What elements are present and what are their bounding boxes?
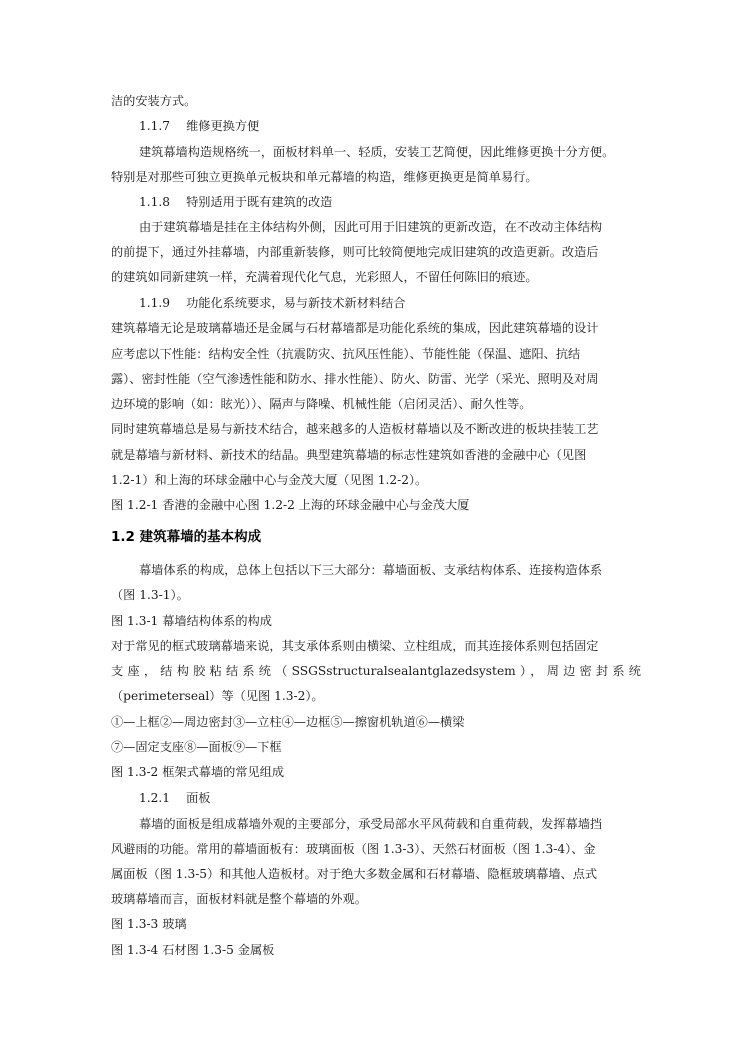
section-heading-1-1-9: 1.1.9 功能化系统要求，易与新技术新材料结合 xyxy=(139,296,406,310)
body-line: 就是幕墙与新材料、新技术的结晶。典型建筑幕墙的标志性建筑如香港的金融中心（见图 xyxy=(111,448,587,462)
body-line: 风避雨的功能。常用的幕墙面板有：玻璃面板（图 1.3-3）、天然石材面板（图 1.3-4）、金 xyxy=(111,842,596,856)
body-line: 特别是对那些可独立更换单元板块和单元幕墙的构造，维修更换更是简单易行。 xyxy=(111,170,538,184)
body-line: 幕墙的面板是组成幕墙外观的主要部分，承受局部水平风荷载和自重荷载，发挥幕墙挡 xyxy=(139,817,603,831)
body-line: 同时建筑幕墙总是易与新技术结合，越来越多的人造板材幕墙以及不断改进的板块挂装工艺 xyxy=(111,422,599,436)
section-heading-1-1-7: 1.1.7 维修更换方便 xyxy=(139,119,260,133)
body-line: 洁的安装方式。 xyxy=(111,94,197,108)
body-line: 由于建筑幕墙是挂在主体结构外侧，因此可用于旧建筑的更新改造，在不改动主体结构 xyxy=(139,220,603,234)
body-line: 边环境的影响（如：眩光））、隔声与降噪、机械性能（启闭灵活）、耐久性等。 xyxy=(111,397,532,411)
body-line: 幕墙体系的构成，总体上包括以下三大部分：幕墙面板、支承结构体系、连接构造体系 xyxy=(139,563,603,577)
body-line: 应考虑以下性能：结构安全性（抗震防灾、抗风压性能）、节能性能（保温、遮阳、抗结 xyxy=(111,347,581,361)
legend-line: ①—上框②—周边密封③—立柱④—边框⑤—擦窗机轨道⑥—横梁 xyxy=(111,715,465,729)
section-heading-1-2: 1.2 建筑幕墙的基本构成 xyxy=(111,529,262,545)
section-heading-1-2-1: 1.2.1 面板 xyxy=(139,791,211,805)
legend-line: ⑦—固定支座⑧—面板⑨—下框 xyxy=(111,740,282,754)
body-line: 对于常见的框式玻璃幕墙来说，其支承体系则由横梁、立柱组成，而其连接体系则包括固定 xyxy=(111,639,599,653)
figure-caption: 图 1.2-1 香港的金融中心图 1.2-2 上海的环球金融中心与金茂大厦 xyxy=(111,498,470,512)
body-line: 建筑幕墙构造规格统一，面板材料单一、轻质，安装工艺简便，因此维修更换十分方便。 xyxy=(139,145,615,159)
figure-caption: 图 1.3-3 玻璃 xyxy=(111,917,187,931)
body-line: 的建筑如同新建筑一样，充满着现代化气息，光彩照人，不留任何陈旧的痕迹。 xyxy=(111,270,538,284)
body-line: 建筑幕墙无论是玻璃幕墙还是金属与石材幕墙都是功能化系统的集成，因此建筑幕墙的设计 xyxy=(111,321,599,335)
body-line: 1.2-1）和上海的环球金融中心与金茂大厦（见图 1.2-2）。 xyxy=(111,473,428,487)
body-line: 露）、密封性能（空气渗透性能和防水、排水性能）、防火、防雷、光学（采光、照明及对周 xyxy=(111,372,599,386)
body-line: （图 1.3-1）。 xyxy=(111,588,189,602)
figure-caption: 图 1.3-2 框架式幕墙的常见组成 xyxy=(111,765,285,779)
figure-caption: 图 1.3-4 石材图 1.3-5 金属板 xyxy=(111,943,275,957)
body-line: 玻璃幕墙而言，面板材料就是整个幕墙的外观。 xyxy=(111,892,367,906)
body-line: 的前提下，通过外挂幕墙，内部重新装修，则可比较简便地完成旧建筑的改造更新。改造后 xyxy=(111,245,599,259)
body-line: 支座，结构胶粘结系统（SSGSstructuralsealantglazedsystem），周边密封系统 xyxy=(111,664,641,678)
body-line: 属面板（图 1.3-5）和其他人造板材。对于绝大多数金属和石材幕墙、隐框玻璃幕墙、点式 xyxy=(111,867,598,881)
section-heading-1-1-8: 1.1.8 特别适用于既有建筑的改造 xyxy=(139,195,333,209)
body-line: （perimeterseal）等（见图 1.3-2）。 xyxy=(111,689,324,703)
figure-caption: 图 1.3-1 幕墙结构体系的构成 xyxy=(111,614,272,628)
